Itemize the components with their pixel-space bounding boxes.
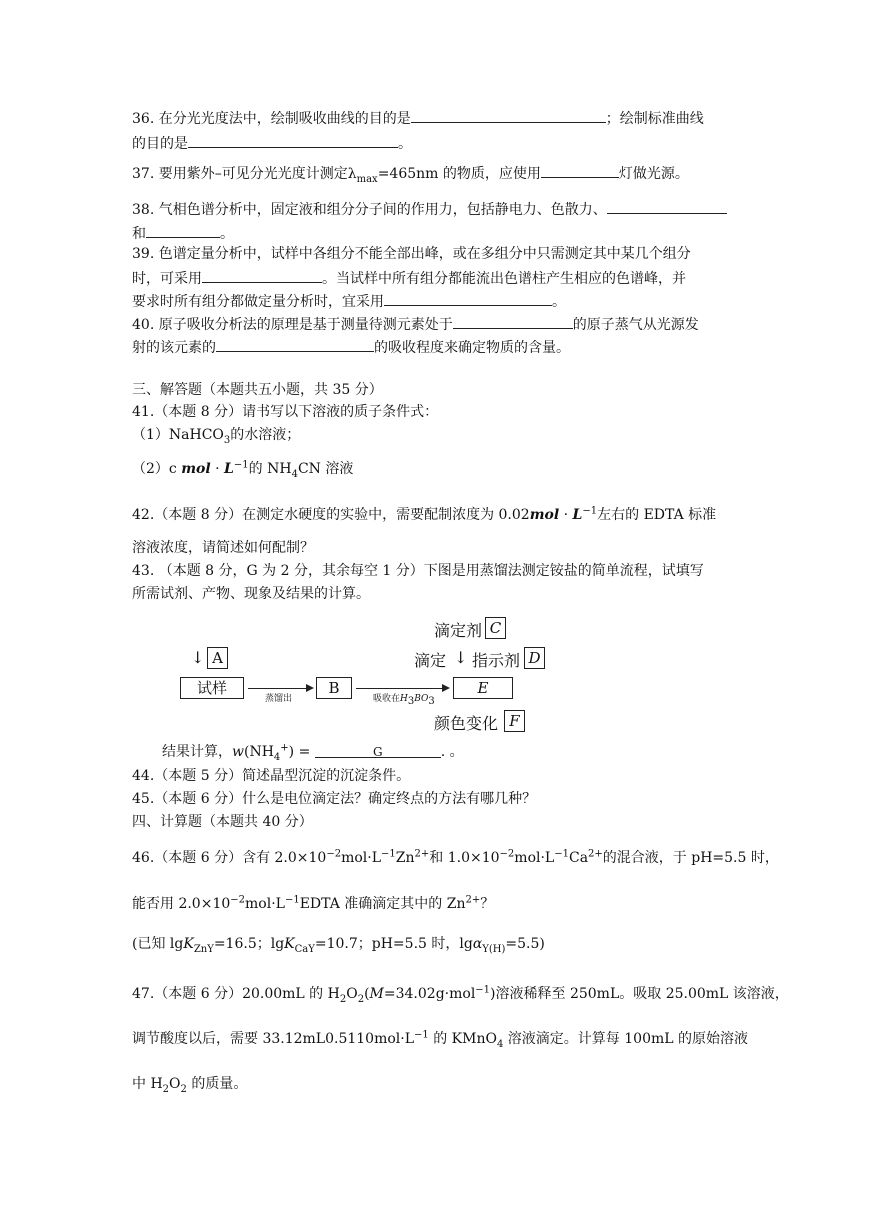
- q42-text-a: 42.（本题 8 分）在测定水硬度的实验中，需要配制浓度为 0.02: [132, 507, 530, 523]
- q39-text-a: 39. 色谱定量分析中，试样中各组分不能全部出峰，或在多组分中只需测定其中某几个组分: [132, 246, 691, 262]
- arrow-distill-head: [306, 684, 314, 692]
- q39-blank-1[interactable]: [202, 268, 322, 283]
- q46-s2: CaY: [294, 943, 315, 955]
- result-line: 结果计算，$w(NH_4^+) = G$ . 。: [162, 742, 464, 763]
- down-arrow-icon: ↓: [191, 648, 205, 667]
- arrow-absorb: [356, 688, 444, 689]
- q41-exp: −1: [233, 459, 249, 471]
- q37-max: max: [356, 173, 378, 185]
- q46-m: =16.5；lg: [213, 936, 285, 952]
- q46-e9: 2+: [465, 894, 481, 906]
- result-eq: ) =: [288, 744, 311, 760]
- q43-line2: 所需试剂、产物、现象及结果的计算。: [132, 586, 370, 602]
- q43-line1: 43. （本题 8 分，G 为 2 分，其余每空 1 分）下图是用蒸馏法测定铵盐的简单流程，试填写: [132, 563, 704, 579]
- q41-sub1-text: （1）NaHCO: [132, 427, 224, 443]
- q40-text-d: 的吸收程度来确定物质的含量。: [374, 340, 570, 356]
- q40-line1: [132, 314, 699, 334]
- distill-label: 蒸馏出: [265, 694, 293, 704]
- titrant-label: 滴定剂: [434, 621, 483, 640]
- q47-i: 中 H: [132, 1076, 163, 1092]
- q47-s3: 4: [496, 1038, 504, 1050]
- q46-line1: [132, 849, 779, 867]
- q39-text-d: 要求时所有组分都做定量分析时，宜采用: [132, 294, 384, 310]
- q46-e6: 2+: [588, 848, 603, 860]
- q47-c: (: [364, 986, 370, 1002]
- box-B[interactable]: B: [316, 677, 352, 699]
- q41-nh4: 4: [291, 468, 298, 480]
- down-arrow-icon-2: ↓: [454, 648, 468, 667]
- result-G: G: [372, 745, 383, 759]
- q38-blank-1[interactable]: [607, 199, 727, 214]
- q44-line: 44.（本题 5 分）简述晶型沉淀的沉淀条件。: [132, 768, 411, 784]
- q39-text-c: 。当试样中所有组分都能流出色谱柱产生相应的色谱峰，并: [322, 271, 686, 287]
- q39-text-e: 。: [552, 294, 566, 310]
- q46-i: mol·L: [245, 896, 285, 912]
- q38-blank-2[interactable]: [146, 223, 220, 238]
- q46-e: mol·L: [514, 850, 555, 866]
- q39-blank-2[interactable]: [384, 291, 552, 306]
- box-E[interactable]: E: [453, 677, 513, 699]
- q37-lambda: λ: [347, 166, 357, 182]
- q37-blank[interactable]: [541, 163, 619, 178]
- q41-line: 41.（本题 8 分）请书写以下溶液的质子条件式：: [132, 404, 439, 420]
- q46-d: 和 1.0×10: [429, 850, 500, 866]
- q46-j: EDTA 准确滴定其中的 Zn: [299, 896, 466, 912]
- q46-l: (已知 lg: [132, 936, 184, 952]
- q41-sub2: [132, 460, 353, 478]
- q38-line1: [132, 199, 727, 219]
- q47-j: O: [169, 1076, 181, 1092]
- q46-o: =5.5): [505, 936, 545, 952]
- q41-dot: ·: [210, 461, 225, 477]
- q40-line2: [132, 337, 570, 357]
- q41-mol: mol: [181, 461, 211, 477]
- absorb-h: H: [400, 694, 408, 704]
- box-C[interactable]: C: [485, 617, 506, 639]
- q36-line2: [132, 133, 412, 153]
- q46-e5: −1: [554, 848, 569, 860]
- q42-line1: [132, 506, 716, 524]
- q47-s5: 2: [180, 1083, 187, 1095]
- q46-n: =10.7；pH=5.5 时，lg: [314, 936, 473, 952]
- q47-line1: [132, 985, 789, 1003]
- q40-text-c: 射的该元素的: [132, 340, 216, 356]
- q46-g: 的混合液，于 pH=5.5 时，: [602, 850, 779, 866]
- q36-text-d: 。: [398, 136, 412, 152]
- q42-exp: −1: [582, 505, 598, 517]
- q46-h: 能否用 2.0×10: [132, 896, 231, 912]
- q38-line2: [132, 223, 234, 243]
- absorb-text: 吸收在: [373, 694, 401, 704]
- q40-text-b: 的原子蒸气从光源发: [572, 317, 699, 333]
- result-nh4: (NH: [243, 744, 274, 760]
- q39-text-b: 时，可采用: [132, 271, 202, 287]
- q46-e1: −2: [326, 848, 342, 860]
- q39-line1: [132, 245, 691, 263]
- result-text: 结果计算，: [162, 744, 232, 760]
- q46-f: Ca: [568, 850, 589, 866]
- q41-sub2-b: 的 NH: [248, 461, 292, 477]
- color-change-label: 颜色变化: [434, 714, 499, 733]
- q41-L: L: [224, 461, 234, 477]
- q42-dot: ·: [559, 507, 573, 523]
- q46-s3: Y(H): [482, 943, 506, 955]
- q47-h: 溶液滴定。计算每 100mL 的原始溶液: [503, 1031, 749, 1047]
- q46-a: 46.（本题 6 分）含有 2.0×10: [132, 850, 327, 866]
- absorb-bo: BO: [414, 694, 429, 704]
- q46-line3: [132, 935, 545, 953]
- q37-text-a: 37. 要用紫外–可见分光光度计测定: [132, 166, 348, 182]
- q36-blank-1[interactable]: [411, 108, 606, 123]
- q46-e2: −1: [381, 848, 396, 860]
- titrate-label: 滴定: [414, 651, 447, 670]
- q46-K2: K: [284, 936, 295, 952]
- absorb-label: 吸收在$H_3BO_3$: [373, 694, 435, 707]
- q47-b: O: [346, 986, 358, 1002]
- q46-line2: [132, 895, 494, 913]
- q40-blank-2[interactable]: [216, 337, 374, 352]
- q47-e2: −1: [414, 1029, 429, 1041]
- q47-f: 调节酸度以后，需要 33.12mL0.5110mol·L: [132, 1031, 415, 1047]
- q42-line2: 溶液浓度，请简述如何配制？: [132, 540, 314, 556]
- q36-text-b: ；绘制标准曲线: [605, 111, 704, 127]
- q46-c: Zn: [395, 850, 415, 866]
- box-F[interactable]: F: [504, 710, 525, 732]
- q45-line: 45.（本题 6 分）什么是电位滴定法？确定终点的方法有哪几种？: [132, 791, 537, 807]
- arrow-distill: [248, 688, 308, 689]
- q41-sub1: [132, 426, 300, 444]
- q47-k: 的质量。: [186, 1076, 248, 1092]
- q41-sub1-tail: 的水溶液；: [230, 427, 301, 443]
- q42-mol: mol: [529, 507, 560, 523]
- result-end: . 。: [440, 744, 464, 760]
- q39-line3: [132, 291, 566, 311]
- box-A[interactable]: A: [207, 647, 228, 669]
- q46-e3: 2+: [414, 848, 430, 860]
- q36-text-c: 的目的是: [132, 136, 188, 152]
- q47-line2: [132, 1030, 748, 1048]
- q47-e1: −1: [475, 984, 491, 996]
- q47-e: )溶液稀释至 250mL。吸取 25.00mL 该溶液，: [490, 986, 789, 1002]
- indicator-label: 指示剂: [472, 651, 521, 670]
- q47-s2: 2: [357, 993, 365, 1005]
- q46-s1: ZnY: [193, 943, 214, 955]
- q36-blank-2[interactable]: [188, 133, 398, 148]
- q38-text-b: 和: [132, 226, 146, 242]
- q46-b: mol·L: [341, 850, 382, 866]
- q41-sub1-subscript: 3: [223, 434, 231, 446]
- q41-sub2-text: （2）c: [132, 461, 177, 477]
- q47-line3: [132, 1075, 247, 1093]
- q42-text-b: 左右的 EDTA 标准: [597, 507, 717, 523]
- q46-e4: −2: [499, 848, 515, 860]
- q46-K1: K: [183, 936, 194, 952]
- q47-s1: 2: [339, 993, 347, 1005]
- q46-alpha: α: [472, 936, 483, 952]
- section-3-heading: 三、解答题（本题共五小题，共 35 分）: [132, 382, 383, 398]
- result-blank-G[interactable]: [315, 743, 441, 758]
- q38-text-c: 。: [220, 226, 234, 242]
- q47-M: M: [369, 986, 384, 1002]
- q47-s4: 2: [162, 1083, 170, 1095]
- q37-text-c: 灯做光源。: [618, 166, 689, 182]
- q47-g: 的 KMnO: [428, 1031, 497, 1047]
- q40-text-a: 40. 原子吸收分析法的原理是基于测量待测元素处于: [132, 317, 453, 333]
- q38-text-a: 38. 气相色谱分析中，固定液和组分分子间的作用力，包括静电力、色散力、: [132, 202, 607, 218]
- result-w: w: [232, 744, 244, 760]
- q37-line: [132, 163, 689, 183]
- q46-e7: −2: [230, 894, 246, 906]
- q47-a: 47.（本题 6 分）20.00mL 的 H: [132, 986, 340, 1002]
- q40-blank-1[interactable]: [453, 314, 573, 329]
- section-4-heading: 四、计算题（本题共 40 分）: [132, 814, 313, 830]
- box-sample: 试样: [180, 677, 244, 699]
- q46-e8: −1: [284, 894, 300, 906]
- box-D[interactable]: D: [524, 647, 545, 669]
- q36-text-a: 36. 在分光光度法中，绘制吸收曲线的目的是: [132, 111, 411, 127]
- q42-L: L: [572, 507, 583, 523]
- q47-d: =34.02g·mol: [383, 986, 476, 1002]
- q46-k: ？: [480, 896, 495, 912]
- arrow-absorb-head: [442, 684, 450, 692]
- q39-line2: [132, 268, 686, 288]
- q37-text-b: =465nm 的物质，应使用: [377, 166, 541, 182]
- q36-line1: [132, 108, 704, 128]
- q41-sub2-c: CN 溶液: [297, 461, 354, 477]
